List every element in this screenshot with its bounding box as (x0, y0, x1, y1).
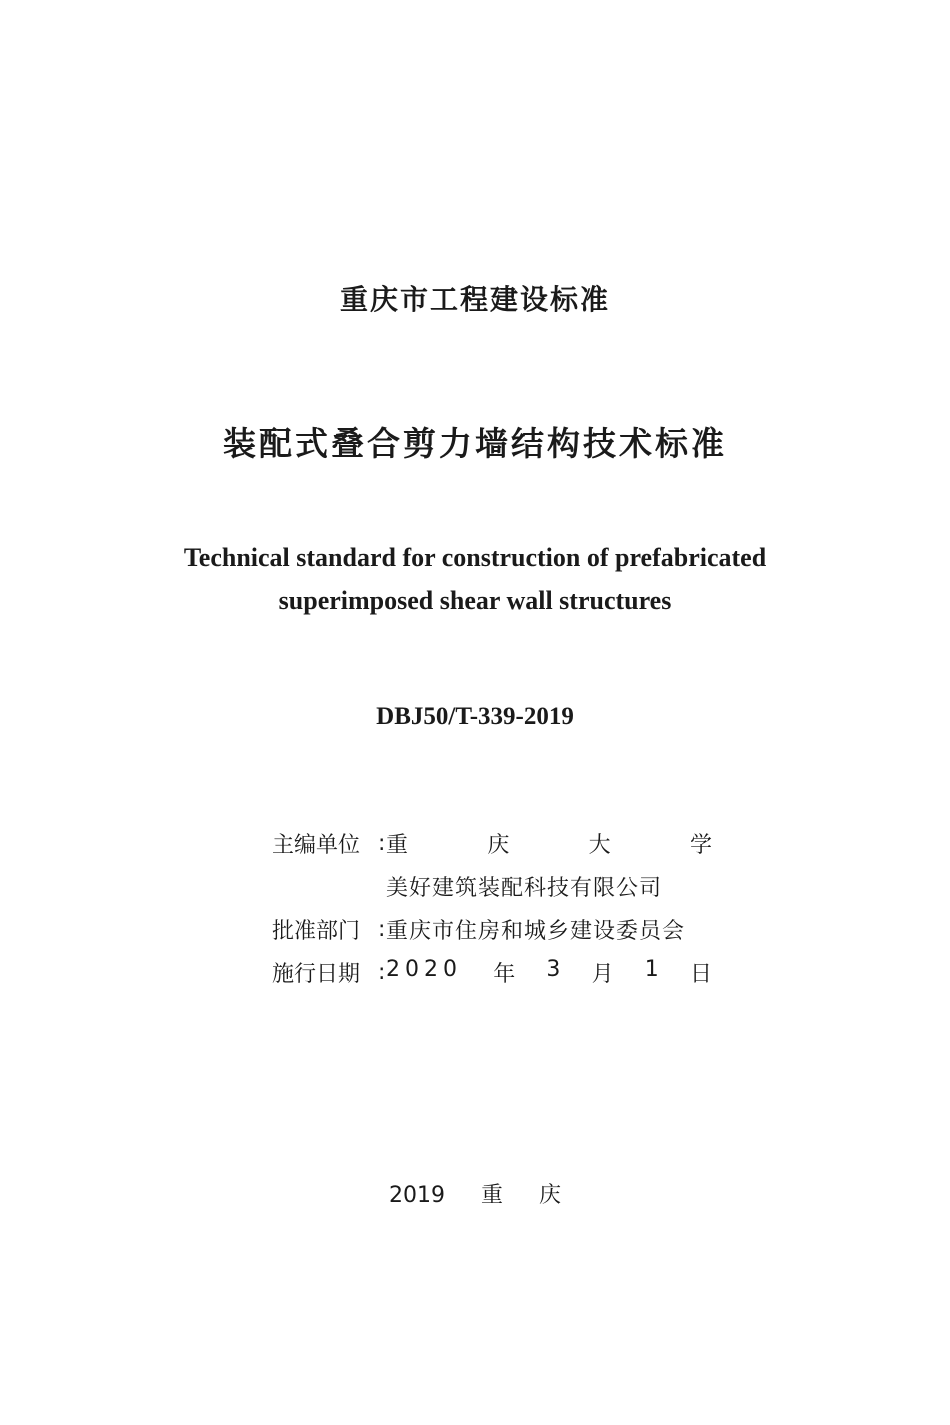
editor-row-2 (272, 865, 714, 908)
footer-city-char: 重 (480, 1183, 503, 1208)
footer (0, 1178, 950, 1209)
colon: : (378, 917, 386, 942)
publication-info (272, 822, 714, 994)
editor-value-2: 美好建筑装配科技有限公司 (386, 876, 663, 901)
colon: : (378, 831, 386, 856)
colon: : (378, 960, 386, 985)
title-english-line-1: Technical standard for construction of prefabricated (183, 543, 767, 572)
title-english-line-2: superimposed shear wall structures (278, 586, 672, 615)
standard-series: 重庆市工程建设标准 (339, 283, 610, 316)
date-year-unit: 年 (493, 962, 516, 987)
editor-char: 重 (386, 833, 409, 858)
standard-code: DBJ50/T-339-2019 (376, 703, 574, 730)
date-value (386, 957, 712, 988)
editor-char: 大 (588, 833, 611, 858)
editor-char: 学 (689, 833, 712, 858)
editor-char: 庆 (487, 833, 510, 858)
date-day-unit: 日 (689, 962, 712, 987)
date-month-unit: 月 (591, 962, 614, 987)
date-month: 3 (546, 957, 561, 982)
approver-value: 重庆市住房和城乡建设委员会 (386, 919, 686, 944)
title-chinese: 装配式叠合剪力墙结构技术标准 (223, 424, 727, 463)
date-day: 1 (644, 957, 659, 982)
date-label: 施行日期 (272, 962, 361, 987)
approver-row (272, 908, 714, 951)
approver-label: 批准部门 (272, 919, 361, 944)
editor-value-1 (386, 828, 712, 859)
editor-label: 主编单位 (272, 833, 361, 858)
date-year: 2020 (386, 957, 462, 982)
date-row (272, 951, 714, 994)
editor-row (272, 822, 714, 865)
footer-year: 2019 (388, 1183, 445, 1208)
footer-city-char: 庆 (539, 1183, 562, 1208)
